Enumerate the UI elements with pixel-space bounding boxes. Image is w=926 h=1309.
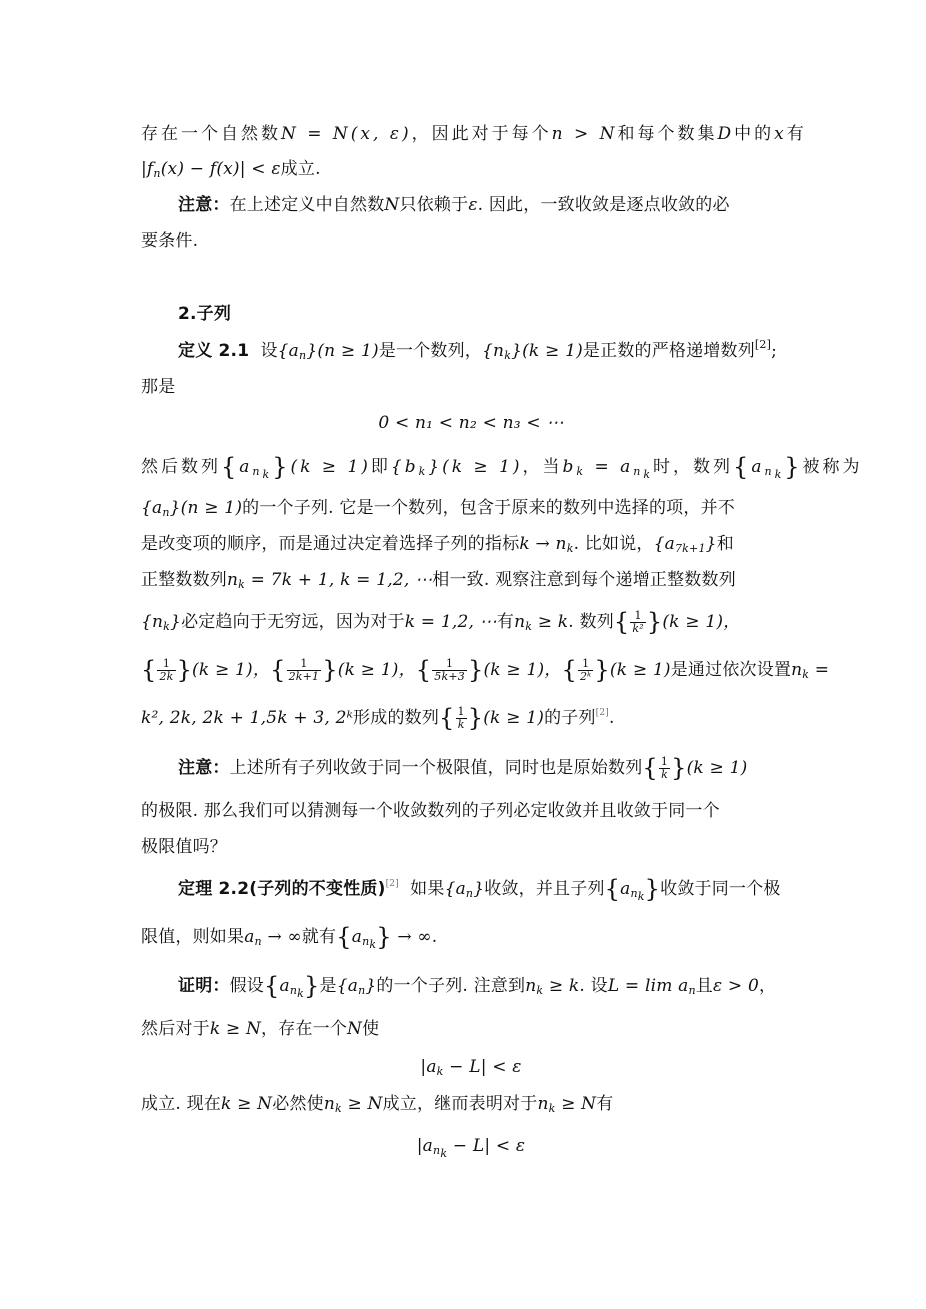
math: n (791, 660, 803, 680)
subscript: k (436, 1065, 444, 1078)
math: ≥ k (532, 612, 569, 632)
fraction: $\frac{1}{\text{k²}}$ (632, 609, 644, 635)
subscript: n (254, 935, 262, 948)
math: {a (141, 498, 163, 518)
equation: |a (420, 1057, 437, 1077)
display-equation-1 (141, 411, 801, 435)
math: (k ≥ 1) (686, 758, 748, 778)
text: 有 (786, 124, 807, 144)
subscript: n (764, 465, 775, 478)
subscript: n (252, 465, 263, 478)
note1-line2 (141, 229, 801, 253)
note2-line3 (141, 835, 801, 859)
math: → ∞ (261, 927, 302, 947)
subscript: k (576, 465, 587, 478)
text: 必然使 (272, 1094, 324, 1114)
citation[interactable]: [2] (385, 879, 399, 889)
math: k → n (519, 534, 567, 554)
subscript: k (297, 987, 305, 1000)
text: 要条件. (141, 231, 199, 251)
math: (k ≥ 1) (290, 457, 371, 477)
subscript: k (536, 984, 544, 997)
text: 是 (319, 976, 337, 996)
text: 是正数的严格递增数列 (582, 341, 755, 361)
subscript: n (688, 984, 696, 997)
math: {a (653, 534, 675, 554)
math: x (774, 124, 787, 144)
para1-line2 (141, 157, 801, 181)
subscript: n (358, 984, 366, 997)
subscript: n (633, 465, 644, 478)
math: (k ≥ 1)， (662, 612, 741, 632)
proof-line3 (141, 1092, 801, 1116)
display-equation-3 (141, 1134, 801, 1158)
fraction: $\frac{1}{5k+3}$ (434, 657, 465, 683)
text: 的一个子列. 它是一个数列，包含于原来的数列中选择的项，并不 (242, 498, 735, 518)
text: 是一个数列， (378, 341, 483, 361)
citation[interactable]: [2] (754, 338, 772, 351)
def21-line4 (141, 496, 801, 520)
text: 有 (596, 1094, 614, 1114)
text: 中的 (734, 124, 775, 144)
text: 成立. (280, 159, 321, 179)
math: ≥ N (555, 1094, 597, 1114)
text: 收敛，并且子列 (484, 879, 605, 899)
def21-line5 (141, 532, 801, 556)
equation: |a (416, 1136, 434, 1156)
note2-line2 (141, 799, 801, 823)
math: {n (141, 612, 164, 632)
subscript: n (153, 167, 161, 180)
note-label: 注意： (178, 758, 230, 778)
math: } (170, 612, 182, 632)
equation: − L| < ε (443, 1057, 522, 1077)
math: |f (141, 159, 154, 179)
text: 即 (370, 457, 391, 477)
math: k = 1,2, ⋯ (404, 612, 497, 632)
text: 成立. 现在 (141, 1094, 222, 1114)
text: 极限值吗？ (141, 837, 227, 857)
text: 如果 (410, 879, 445, 899)
subscript: n (289, 984, 298, 997)
def21-line6 (141, 568, 801, 592)
math: n > N (551, 124, 618, 144)
proof-line1: 证明：假设$\{a_{n_k}\}$是$\{a_n\}$的一个子列. 注意到$n_k \ge k$. 设$L = \lim a_n$且ε > 0， (178, 972, 777, 1000)
fraction: $\frac{1}{k}$ (660, 755, 669, 781)
text: 设 (260, 341, 278, 361)
para1-line1 (141, 122, 807, 146)
note-label: 注意： (178, 195, 230, 215)
math: ≥ N (341, 1094, 383, 1114)
math: N = N(x, ε) (281, 124, 412, 144)
citation[interactable]: [2] (595, 708, 610, 718)
math: = 7k + 1, k = 1,2, ⋯ (245, 570, 433, 590)
math: } (365, 976, 377, 996)
text: 成立，继而表明对于 (382, 1094, 538, 1114)
math: n (525, 976, 537, 996)
text: 被称为 (802, 457, 863, 477)
text: . 比如说， (573, 534, 654, 554)
math: }(k ≥ 1) (511, 341, 583, 361)
text: 和 (716, 534, 734, 554)
math: }(k ≥ 1) (428, 457, 523, 477)
note2-line1: 注意：上述所有子列收敛于同一个极限值，同时也是原始数列{ $\frac{1}{k}$ }(k ≥ 1) (178, 754, 748, 782)
subscript: 7k+1 (674, 542, 706, 555)
text: ，因此对于每个 (411, 124, 552, 144)
text: 收敛于同一个极 (660, 879, 781, 899)
text: 只依赖于 (399, 195, 469, 215)
equation: 0 < n₁ < n₂ < n₃ < ⋯ (378, 413, 564, 433)
text: 限值，则如果 (141, 927, 245, 947)
text: 上述所有子列收敛于同一个极限值，同时也是原始数列 (229, 758, 643, 778)
math: } (705, 534, 717, 554)
text: ; (771, 341, 778, 361)
text: ，存在一个 (261, 1019, 348, 1039)
def21-line2 (141, 375, 801, 399)
text: 就有 (301, 927, 337, 947)
subscript: n (465, 887, 474, 900)
note1-line1 (178, 193, 801, 217)
text: 相一致. 观察注意到每个递增正整数数列 (432, 570, 736, 590)
def21-line7: $\{n_k\}$必定趋向于无穷远，因为对于k = 1,2, ⋯有$n_k \ge k$. 数列{ $\frac{1}{\text{k²}}$ }(k ≥ 1)， (141, 608, 741, 636)
math: }(n ≥ 1) (169, 498, 243, 518)
text: . 数列 (568, 612, 614, 632)
thm22-line1: 定理 2.2(子列的不变性质)[2] 如果$\{a_n\}$收敛，并且子列$\{a_{n_k}\}$收敛于同一个极 (178, 875, 781, 903)
text: 是通过依次设置 (670, 660, 792, 680)
theorem-label: 定理 2.2(子列的不变性质) (178, 879, 386, 899)
math: ε > 0 (713, 976, 759, 996)
text: 的极限. 那么我们可以猜测每一个收敛数列的子列必定收敛并且收敛于同一个 (141, 801, 720, 821)
math: (k ≥ 1)， (337, 660, 416, 680)
def21-line3: 然后数列$\{a_{n_k}\}(k \ge 1)$即$\{b_k\}(k \ge 1)$，当$b_k = a_{n_k}$时，数列$\{a_{n_k}\}$被称为 (141, 453, 863, 481)
math: N (384, 195, 400, 215)
math: N (347, 1019, 363, 1039)
subscript: k (643, 468, 654, 481)
text: . (609, 708, 615, 728)
text: 形成的数列 (353, 708, 440, 728)
equation: − L| < ε (447, 1136, 526, 1156)
math: b (562, 457, 577, 477)
proof-line2 (141, 1017, 801, 1041)
math: n (227, 570, 239, 590)
text: 假设 (229, 976, 265, 996)
text: 正整数数列 (141, 570, 227, 590)
math: L = lim a (607, 976, 689, 996)
subscript: k (802, 668, 810, 681)
text: 的子列 (544, 708, 596, 728)
math: n (514, 612, 526, 632)
text: 且 (695, 976, 713, 996)
subscript: n (362, 935, 370, 948)
math: (k ≥ 1) (609, 660, 671, 680)
subscript: k (774, 468, 785, 481)
text: 必定趋向于无穷远，因为对于 (181, 612, 405, 632)
subscript: k (525, 620, 533, 633)
subscript: k (440, 1147, 448, 1160)
fraction: $\frac{1}{2k+1}$ (288, 657, 320, 683)
text: 使 (362, 1019, 380, 1039)
subscript: k (637, 890, 645, 903)
subscript: k (504, 349, 512, 362)
proof-label: 证明： (178, 976, 230, 996)
subscript: k (335, 1102, 342, 1115)
subscript: k (548, 1102, 556, 1115)
text: 然后对于 (141, 1019, 210, 1039)
def21-line9: k², 2k, 2k + 1,5k + 3, 2ᵏ形成的数列{ $\frac{1}{k}$ }(k ≥ 1)的子列[2]. (141, 704, 615, 732)
math: → ∞. (391, 927, 438, 947)
def21-line8: { $\frac{1}{2k}$ }(k ≥ 1)，{ $\frac{1}{2k+1}$ }(k ≥ 1)，{ $\frac{1}{5k+3}$ }(k ≥ 1)，{ $\frac{1}{\text{2ᵏ}}$ }(k ≥ 1)是通过依次设置$n_k$ = (141, 656, 830, 684)
subscript: n (162, 506, 170, 519)
subscript: n (299, 349, 307, 362)
definition-label: 定义 2.1 (178, 341, 250, 361)
math: k ≥ N (221, 1094, 273, 1114)
thm22-line2: 限值，则如果$a_n$ → ∞就有$\{a_{n_k}\}$ → ∞. (141, 923, 438, 951)
section-title: 2.子列 (178, 304, 232, 324)
text: 和每个数集 (617, 124, 718, 144)
subscript: k (262, 468, 273, 481)
section-heading (178, 302, 801, 326)
subscript: k (238, 578, 246, 591)
subscript: k (163, 620, 171, 633)
text: 存在一个自然数 (141, 124, 281, 144)
text: ，当 (522, 457, 563, 477)
text: 有 (496, 612, 515, 632)
math: } (473, 879, 485, 899)
math: ≥ k (543, 976, 580, 996)
math: n (537, 1094, 549, 1114)
math: (x) − f(x)| < ε (160, 159, 281, 179)
subscript: k (418, 465, 429, 478)
fraction: $\frac{1}{2k}$ (159, 657, 174, 683)
math: = a (586, 457, 634, 477)
math: (k ≥ 1) (483, 708, 545, 728)
text: 那是 (141, 377, 176, 397)
math: {n (482, 341, 505, 361)
subscript: k (369, 938, 377, 951)
math: k², 2k, 2k + 1,5k + 3, 2ᵏ (141, 708, 354, 728)
text: 是改变项的顺序，而是通过决定着选择子列的指标 (141, 534, 520, 554)
text: . 设 (579, 976, 608, 996)
subscript: k (566, 542, 574, 555)
math: (k ≥ 1)， (483, 660, 562, 680)
subscript: n (433, 1144, 441, 1157)
math: {b (390, 457, 419, 477)
fraction: $\frac{1}{k}$ (457, 705, 465, 731)
subscript: n (630, 887, 638, 900)
math: (k ≥ 1)， (192, 660, 271, 680)
text: ， (759, 976, 777, 996)
text: 然后数列 (141, 457, 221, 477)
text: . 因此，一致收敛是逐点收敛的必 (477, 195, 730, 215)
math: {a (444, 879, 466, 899)
fraction: $\frac{1}{\text{2ᵏ}}$ (579, 657, 592, 683)
text: 的一个子列. 注意到 (376, 976, 526, 996)
math: {a (336, 976, 359, 996)
math: D (717, 124, 735, 144)
math: = (809, 660, 830, 680)
math: k ≥ N (209, 1019, 262, 1039)
text: 时，数列 (653, 457, 734, 477)
math: }(n ≥ 1) (306, 341, 379, 361)
def21-line1 (178, 339, 801, 363)
display-equation-2 (141, 1055, 801, 1079)
math: a (244, 927, 255, 947)
math: {a (277, 341, 300, 361)
math: ε (468, 195, 478, 215)
text: 在上述定义中自然数 (229, 195, 385, 215)
math: n (323, 1094, 336, 1114)
